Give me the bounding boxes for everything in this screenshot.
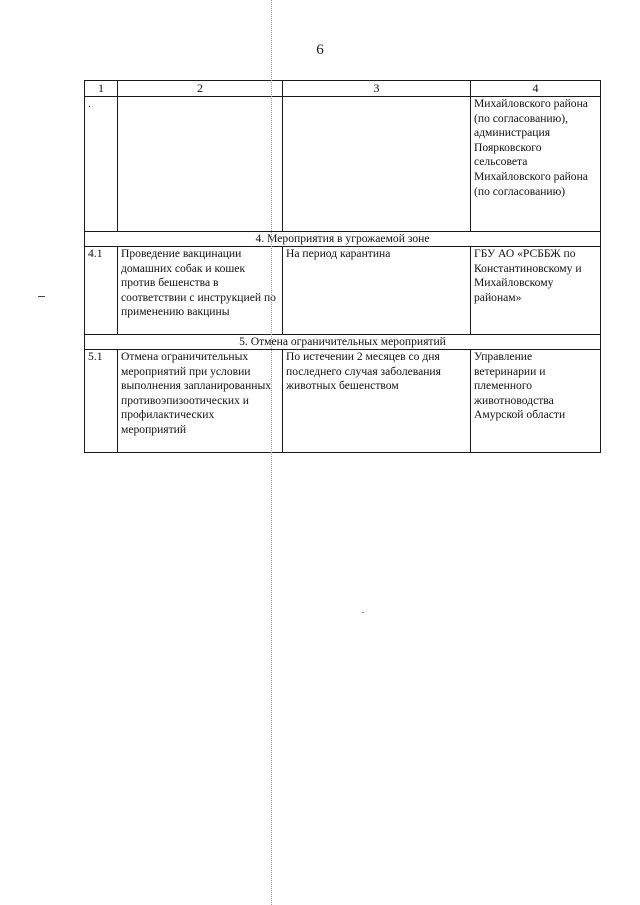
- scan-fold-line: [271, 0, 272, 905]
- executor-cell: ГБУ АО «РСББЖ по Константиновскому и Михайловскому районам»: [471, 247, 601, 335]
- table-row: [85, 97, 601, 232]
- measure-cell: [118, 97, 283, 232]
- measure-cell: Отмена ограничительных мероприятий при условии выполнения запланированных противоэпизоотических и профилактических мероприятий: [118, 350, 283, 453]
- row-number: 4.1: [85, 247, 118, 335]
- measures-table: [84, 80, 601, 453]
- row-number: .: [85, 97, 118, 232]
- executor-cell: Управление ветеринарии и племенного животноводства Амурской области: [471, 350, 601, 453]
- table-row: [85, 350, 601, 453]
- table-row: [85, 247, 601, 335]
- column-number: 4: [471, 81, 601, 97]
- column-number-row: [85, 81, 601, 97]
- term-cell: На период карантина: [283, 247, 471, 335]
- executor-cell: Михайловского района (по согласованию), администрация Поярковского сельсовета Михайловского района (по согласованию): [471, 97, 601, 232]
- column-number: 1: [85, 81, 118, 97]
- row-number: 5.1: [85, 350, 118, 453]
- term-cell: [283, 97, 471, 232]
- section-title: 5. Отмена ограничительных мероприятий: [85, 335, 601, 350]
- column-number: 3: [283, 81, 471, 97]
- section-header-row: [85, 232, 601, 247]
- section-title: 4. Мероприятия в угрожаемой зоне: [85, 232, 601, 247]
- scan-speck: [38, 296, 45, 297]
- measure-cell: Проведение вакцинации домашних собак и кошек против бешенства в соответствии с инструкцией по применению вакцины: [118, 247, 283, 335]
- scan-speck: [362, 612, 364, 613]
- section-header-row: [85, 335, 601, 350]
- column-number: 2: [118, 81, 283, 97]
- term-cell: По истечении 2 месяцев со дня последнего случая заболевания животных бешенством: [283, 350, 471, 453]
- page-number: 6: [316, 42, 324, 58]
